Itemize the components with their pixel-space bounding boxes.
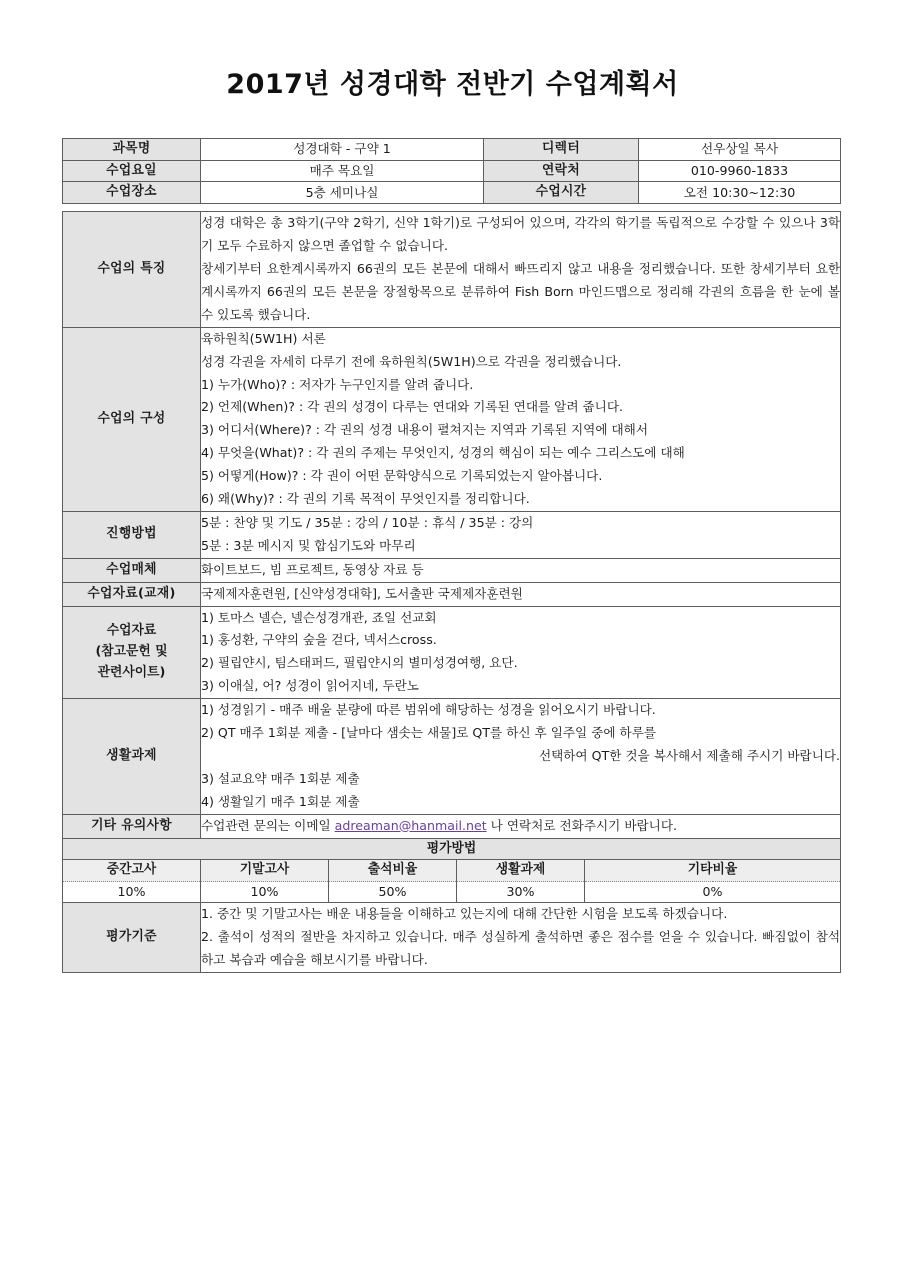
criteria-line-2: 2. 출석이 성적의 절반을 차지하고 있습니다. 매주 성실하게 출석하면 좋은 점수를 얻을 수 있습니다. 빠짐없이 참석하고 복습과 예습을 해보시기를 바랍니다.	[201, 929, 841, 968]
structure-line-7: 5) 어떻게(How)? : 각 권이 어떤 문학양식으로 기록되었는지 알아봅니다.	[201, 468, 603, 484]
row-label-references	[63, 606, 201, 699]
grading-header-homework: 생활과제	[457, 860, 585, 882]
info-label-director: 디렉터	[484, 139, 639, 161]
row-label-homework: 생활과제	[63, 699, 201, 815]
row-label-media: 수업매체	[63, 558, 201, 582]
row-value-references	[201, 606, 841, 699]
grading-value-final: 10%	[201, 882, 329, 903]
table-row-structure	[63, 327, 841, 511]
row-label-features: 수업의 특징	[63, 212, 201, 328]
structure-line-6: 4) 무엇을(What)? : 각 권의 주제는 무엇인지, 성경의 핵심이 되는 예수 그리스도에 대해	[201, 445, 685, 461]
grading-value-other: 0%	[585, 882, 841, 903]
homework-line-3: 선택하여 QT한 것을 복사해서 제출해 주시기 바랍니다.	[538, 748, 841, 763]
table-row-method	[63, 511, 841, 558]
features-line-2: 창세기부터 요한계시록까지 66권의 모든 본문에 대해서 빠뜨리지 않고 내용을 정리했습니다. 또한 창세기부터 요한계시록까지 66권의 모든 본문을 장절항목으로 분류하여 Fish Born 마인드맵으로 정리해 각권의 흐름을 한 눈에 볼 수 있도록 했습니다.	[201, 260, 845, 322]
info-label-day: 수업요일	[63, 160, 201, 182]
table-row-media	[63, 558, 841, 582]
homework-line-1: 1) 성경읽기 - 매주 배울 분량에 따른 범위에 해당하는 성경을 읽어오시기 바랍니다.	[201, 702, 656, 718]
table-row-notes	[63, 814, 841, 838]
references-line-3: 2) 필립얀시, 팀스태퍼드, 필립얀시의 별미성경여행, 요단.	[201, 655, 518, 671]
info-label-subject: 과목명	[63, 139, 201, 161]
notes-paragraph	[201, 815, 840, 838]
homework-line-5: 4) 생활일기 매주 1회분 제출	[201, 793, 360, 809]
table-row-grading-headers	[63, 860, 841, 882]
homework-line-4: 3) 설교요약 매주 1회분 제출	[201, 770, 360, 786]
structure-line-1: 육하원칙(5W1H) 서론	[201, 330, 326, 346]
criteria-line-1: 1. 중간 및 기말고사는 배운 내용들을 이해하고 있는지에 대해 간단한 시험을 보도록 하겠습니다.	[201, 906, 728, 922]
row-value-method	[201, 511, 841, 558]
references-label-line-1: 수업자료	[106, 623, 157, 639]
row-label-criteria: 평가기준	[63, 903, 201, 973]
email-link[interactable]: adreaman@hanmail.net	[334, 817, 487, 833]
course-info-table	[62, 138, 841, 204]
structure-line-3: 1) 누가(Who)? : 저자가 누구인지를 알려 줍니다.	[201, 376, 474, 392]
row-label-textbook: 수업자료(교재)	[63, 582, 201, 606]
method-line-2: 5분 : 3분 메시지 및 합심기도와 마무리	[201, 537, 416, 553]
info-value-subject: 성경대학 - 구약 1	[201, 139, 484, 161]
method-line-1: 5분 : 찬양 및 기도 / 35분 : 강의 / 10분 : 휴식 / 35분 : 강의	[201, 514, 534, 530]
table-row-features	[63, 212, 841, 328]
table-row	[63, 182, 841, 204]
grading-value-homework: 30%	[457, 882, 585, 903]
info-value-time: 오전 10:30~12:30	[639, 182, 841, 204]
table-row-homework	[63, 699, 841, 815]
row-label-method: 진행방법	[63, 511, 201, 558]
textbook-line-1: 국제제자훈련원, [신약성경대학], 도서출판 국제제자훈련원	[201, 585, 523, 601]
page-title: 2017년 성경대학 전반기 수업계획서	[226, 69, 679, 100]
references-label-line-3: 관련사이트)	[97, 664, 166, 680]
info-label-place: 수업장소	[63, 182, 201, 204]
row-value-structure	[201, 327, 841, 511]
row-value-media	[201, 558, 841, 582]
grading-header-other: 기타비율	[585, 860, 841, 882]
row-label-notes: 기타 유의사항	[63, 814, 201, 838]
grading-value-attendance: 50%	[329, 882, 457, 903]
table-row-textbook	[63, 582, 841, 606]
row-value-features	[201, 212, 845, 328]
table-row-grading-values	[63, 882, 841, 903]
notes-text-after: 나 연락처로 전화주시기 바랍니다.	[486, 817, 677, 833]
grading-header-attendance: 출석비율	[329, 860, 457, 882]
info-value-day: 매주 목요일	[201, 160, 484, 182]
table-row	[63, 160, 841, 182]
references-line-1: 1) 토마스 넬슨, 넬슨성경개관, 죠일 선교회	[201, 609, 437, 625]
structure-line-2: 성경 각권을 자세히 다루기 전에 육하원칙(5W1H)으로 각권을 정리했습니다.	[201, 353, 622, 369]
row-value-textbook	[201, 582, 841, 606]
notes-text-before: 수업관련 문의는 이메일	[201, 817, 335, 833]
structure-line-5: 3) 어디서(Where)? : 각 권의 성경 내용이 펼쳐지는 지역과 기록된 지역에 대해서	[201, 422, 649, 438]
references-line-4: 3) 이애실, 어? 성경이 읽어지네, 두란노	[201, 678, 419, 694]
structure-line-4: 2) 언제(When)? : 각 권의 성경이 다루는 연대와 기록된 연대를 알려 줍니다.	[201, 399, 624, 415]
row-value-criteria	[201, 903, 841, 973]
row-label-structure: 수업의 구성	[63, 327, 201, 511]
grading-value-midterm: 10%	[63, 882, 201, 903]
references-label-line-2: (참고문헌 및	[95, 644, 168, 660]
table-row-grading-banner	[63, 838, 841, 860]
info-value-place: 5층 세미나실	[201, 182, 484, 204]
row-value-notes	[201, 814, 841, 838]
grading-header-midterm: 중간고사	[63, 860, 201, 882]
media-line-1: 화이트보드, 빔 프로젝트, 동영상 자료 등	[201, 561, 424, 577]
homework-line-2: 2) QT 매주 1회분 제출 - [날마다 샘솟는 새물]로 QT를 하신 후 일주일 중에 하루를	[201, 725, 657, 741]
table-row-references	[63, 606, 841, 699]
syllabus-body-table	[62, 211, 845, 973]
features-line-1: 성경 대학은 총 3학기(구약 2학기, 신약 1학기)로 구성되어 있으며, 각각의 학기를 독립적으로 수강할 수 있으나 3학기 모두 수료하지 않으면 졸업할 수 없습니다.	[201, 215, 841, 254]
structure-line-8: 6) 왜(Why)? : 각 권의 기록 목적이 무엇인지를 정리합니다.	[201, 491, 530, 507]
info-label-time: 수업시간	[484, 182, 639, 204]
info-value-contact: 010-9960-1833	[639, 160, 841, 182]
table-row-criteria	[63, 903, 841, 973]
info-value-director: 선우상일 목사	[639, 139, 841, 161]
references-line-2: 1) 홍성환, 구약의 숲을 걷다, 넥서스cross.	[201, 632, 437, 648]
grading-header-final: 기말고사	[201, 860, 329, 882]
info-label-contact: 연락처	[484, 160, 639, 182]
row-value-homework	[201, 699, 841, 815]
table-row	[63, 139, 841, 161]
grading-banner: 평가방법	[63, 838, 841, 860]
